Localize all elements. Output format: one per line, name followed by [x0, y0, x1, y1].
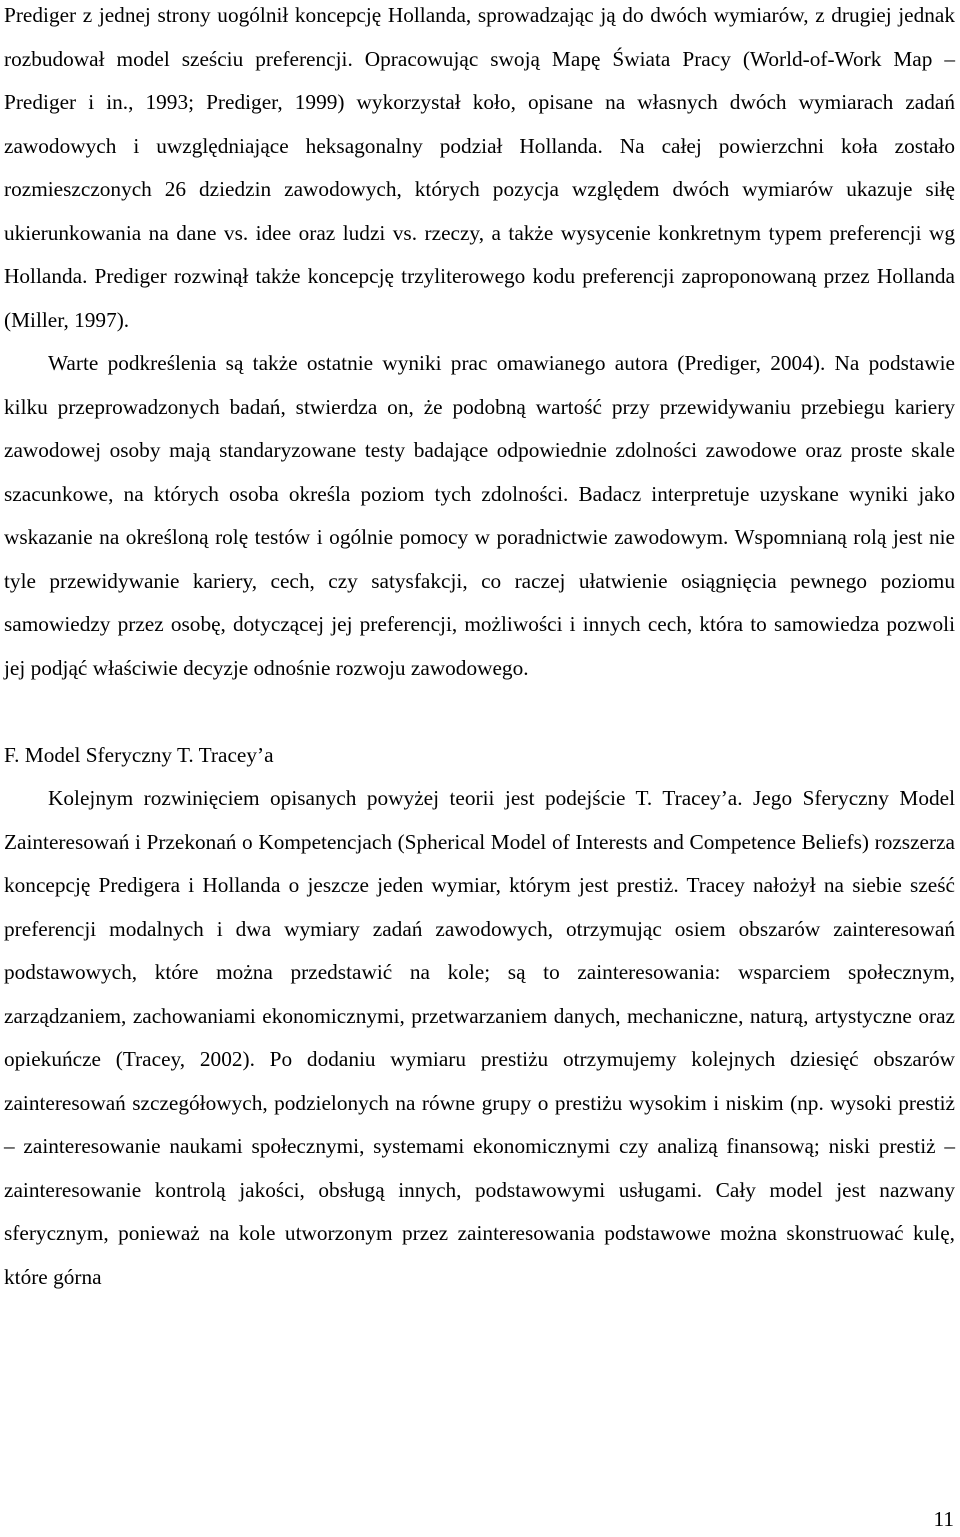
section-heading: F. Model Sferyczny T. Tracey’a — [4, 742, 274, 767]
paragraph-prediger-recent-results: Warte podkreślenia są także ostatnie wyniki prac omawianego autora (Prediger, 2004). Na podstawie kilku przeprowadzonych badań, stwierdza on, że podobną wartość przy przewidywaniu przebiegu kariery zawodowej osoby mają standaryzowane testy badające odpowiednie zdolności zawodowe oraz proste skale szacunkowe, na których osoba określa poziom tych zdolności. Badacz interpretuje uzyskane wyniki jako wskazanie na określoną rolę testów i ogólnie pomocy w poradnictwie zawodowym. Wspomnianą rolą jest nie tyle przewidywanie kariery, cech, czy satysfakcji, co raczej ułatwienie osiągnięcia pewnego poziomu samowiedzy przez osobę, dotyczącej jej preferencji, możliwości i innych cech, która to samowiedza pozwoli jej podjąć właściwie decyzje odnośnie rozwoju zawodowego. — [4, 351, 955, 680]
paragraph-prediger-model: Prediger z jednej strony uogólnił koncepcję Hollanda, sprowadzając ją do dwóch wymiarów, z drugiej jednak rozbudował model sześciu preferencji. Opracowując swoją Mapę Świata Pracy (World-of-Work Map – Prediger i in., 1993; Prediger, 1999) wykorzystał koło, opisane na własnych dwóch wymiarach zadań zawodowych i uwzględniające heksagonalny podział Hollanda. Na całej powierzchni koła zostało rozmieszczonych 26 dziedzin zawodowych, których pozycja względem dwóch wymiarów ukazuje siłę ukierunkowania na dane vs. idee oraz ludzi vs. rzeczy, a także wysycenie konkretnym typem preferencji wg Hollanda. Prediger rozwinął także koncepcję trzyliterowego kodu preferencji zaproponowaną przez Hollanda (Miller, 1997). — [4, 3, 955, 332]
page-number: 11 — [933, 1507, 954, 1531]
paragraph-tracey-model: Kolejnym rozwinięciem opisanych powyżej teorii jest podejście T. Tracey’a. Jego Sferyczny Model Zainteresowań i Przekonań o Kompetencjach (Spherical Model of Interests and Competence Beliefs) rozszerza koncepcję Predigera i Hollanda o jeszcze jeden wymiar, którym jest prestiż. Tracey nałożył na siebie sześć preferencji modalnych i dwa wymiary zadań zawodowych, otrzymując osiem obszarów zainteresowań podstawowych, które można przedstawić na kole; są to zainteresowania: wsparciem społecznym, zarządzaniem, zachowaniami ekonomicznymi, przetwarzaniem danych, mechaniczne, naturą, artystyczne oraz opiekuńcze (Tracey, 2002). Po dodaniu wymiaru prestiżu otrzymujemy kolejnych dziesięć obszarów zainteresowań szczegółowych, podzielonych na równe grupy o prestiżu wysokim i niskim (np. wysoki prestiż – zainteresowanie naukami społecznymi, systemami ekonomicznymi czy analizą finansową; niski prestiż – zainteresowanie kontrolą jakości, obsługą innych, podstawowymi usługami. Cały model jest nazwany sferycznym, ponieważ na kole utworzonym przez zainteresowania podstawowe można skonstruować kulę, które górna — [4, 786, 955, 1289]
section-spacer — [4, 690, 955, 734]
document-page — [4, 0, 955, 1299]
